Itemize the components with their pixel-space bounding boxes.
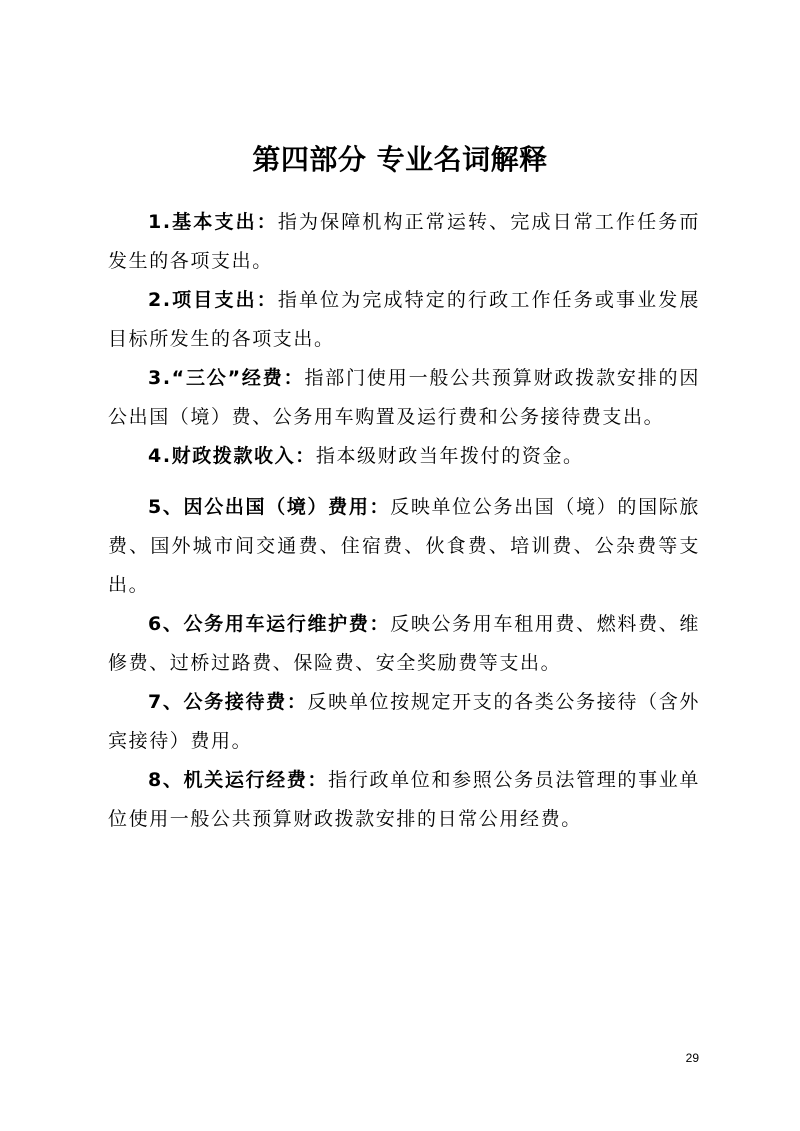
glossary-item-project-expenditure [108, 281, 700, 359]
glossary-item-agency-operating-funds [108, 761, 700, 839]
glossary-item-overseas-travel-cost [108, 488, 700, 605]
term-definition: 指为保障机构正常运转、完成日常工作任务而发生的各项支出。 [108, 211, 700, 272]
page-number: 29 [685, 1051, 699, 1065]
glossary-body [108, 203, 700, 839]
term-definition: 指本级财政当年拨付的资金。 [315, 445, 584, 467]
glossary-item-fiscal-appropriation-income [108, 437, 700, 476]
glossary-item-basic-expenditure [108, 203, 700, 281]
term-definition: 反映单位按规定开支的各类公务接待（含外宾接待）费用。 [108, 691, 700, 752]
term-label: 6、公务用车运行维护费： [148, 613, 391, 635]
term-label: 3.“三公”经费： [148, 367, 305, 389]
term-label: 8、机关运行经费： [148, 769, 329, 791]
term-definition: 指行政单位和参照公务员法管理的事业单位使用一般公共预算财政拨款安排的日常公用经费。 [108, 769, 700, 830]
term-label: 5、因公出国（境）费用： [148, 496, 391, 518]
term-label: 2.项目支出： [148, 289, 278, 311]
term-definition: 反映单位公务出国（境）的国际旅费、国外城市间交通费、住宿费、伙食费、培训费、公杂费等支出。 [108, 496, 700, 596]
glossary-item-reception-cost [108, 683, 700, 761]
page-title: 第四部分 专业名词解释 [252, 143, 548, 176]
term-label: 7、公务接待费： [148, 691, 308, 713]
term-definition: 指单位为完成特定的行政工作任务或事业发展目标所发生的各项支出。 [108, 289, 700, 350]
term-definition: 反映公务用车租用费、燃料费、维修费、过桥过路费、保险费、安全奖励费等支出。 [108, 613, 700, 674]
term-label: 1.基本支出： [148, 211, 278, 233]
glossary-item-three-public-expenses [108, 359, 700, 437]
glossary-item-vehicle-maintenance-cost [108, 605, 700, 683]
term-definition: 指部门使用一般公共预算财政拨款安排的因公出国（境）费、公务用车购置及运行费和公务接待费支出。 [108, 367, 700, 428]
term-label: 4.财政拨款收入： [148, 445, 316, 467]
